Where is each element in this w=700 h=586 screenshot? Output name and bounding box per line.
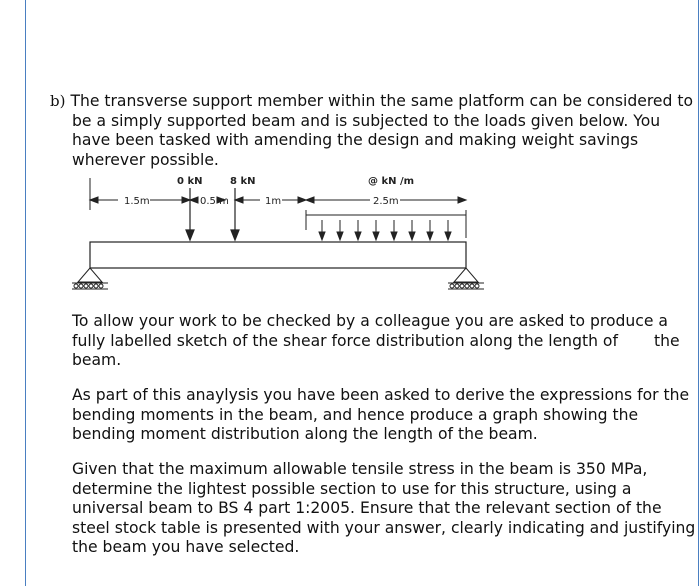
dimension-1-label: 1.5m — [124, 196, 150, 207]
point-load-1-arrow — [186, 188, 194, 240]
para2-line-3: bending moment distribution along the length of the beam. — [72, 425, 538, 443]
question-line-4: wherever possible. — [72, 150, 219, 169]
para1-line-1: To allow your work to be checked by a colleague you are asked to produce a — [72, 312, 668, 330]
left-support — [72, 268, 108, 289]
paragraph-shear-force — [72, 312, 687, 371]
question-line-3: have been tasked with amending the design and making weight savings — [72, 131, 639, 149]
point-load-2-arrow — [231, 188, 239, 240]
para1-line-2 — [72, 332, 687, 352]
right-support — [448, 268, 484, 289]
para3-line-4: steel stock table is presented with your answer, clearly indicating and justifying — [72, 518, 696, 537]
para3-line-3: universal beam to BS 4 part 1:2005. Ensure that the relevant section of the — [72, 499, 662, 517]
para3-line-1: Given that the maximum allowable tensile stress in the beam is 350 MPa, — [72, 460, 648, 478]
question-line-1 — [50, 92, 694, 112]
point-load-2-label: 8 kN — [230, 176, 256, 187]
para1-line-2-end: the — [654, 331, 680, 350]
question-text-1: The transverse support member within the same platform can be considered to — [70, 92, 694, 110]
paragraph-bending-moment — [72, 386, 690, 445]
para3-line-2: determine the lightest possible section to use for this structure, using a — [72, 479, 632, 498]
paragraph-section-selection — [72, 460, 696, 558]
dimension-4-label: 2.5m — [373, 196, 399, 207]
dimension-2-label: 0.5 m — [200, 196, 229, 207]
question-b — [50, 92, 694, 170]
udl-arrows — [306, 210, 466, 240]
point-load-1-label: 0 kN — [177, 176, 203, 187]
beam — [90, 242, 466, 268]
para3-line-5: the beam you have selected. — [72, 538, 300, 556]
udl-label: @ kN /m — [368, 176, 415, 187]
question-line-2: be a simply supported beam and is subjected to the loads given below. You — [72, 111, 661, 130]
question-label: b) — [50, 92, 66, 110]
para2-line-1: As part of this anaylysis you have been asked to derive the expressions for the — [72, 386, 690, 404]
para1-line-3: beam. — [72, 351, 122, 369]
dimension-3-label: 1m — [265, 196, 282, 207]
para2-line-2: bending moments in the beam, and hence produce a graph showing the — [72, 405, 639, 424]
beam-diagram — [70, 170, 500, 295]
para1-line-2-text: fully labelled sketch of the shear force distribution along the length of — [72, 331, 618, 350]
